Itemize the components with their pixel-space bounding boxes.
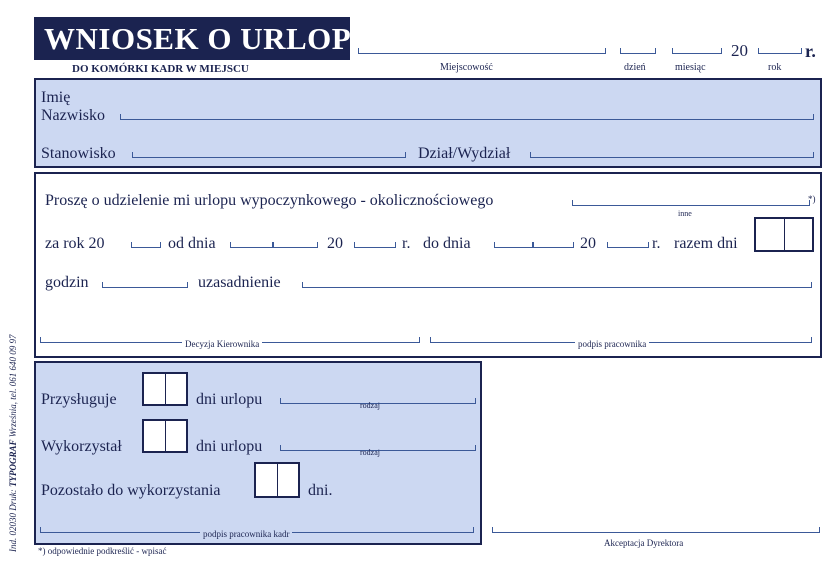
total-days-box[interactable] [754, 217, 814, 252]
form-title: WNIOSEK O URLOP [44, 21, 352, 56]
total-label: razem dni [674, 235, 738, 252]
year-caption: rok [768, 62, 782, 73]
request-text: Proszę o udzielenie mi urlopu wypoczynkowego - okolicznościowego [45, 192, 494, 209]
leave-type-field[interactable] [572, 200, 810, 206]
used-days-label: dni urlopu [196, 438, 263, 455]
justification-label: uzasadnienie [198, 274, 281, 291]
employee-signature-caption: podpis pracownika [575, 339, 649, 349]
to-year-field[interactable] [607, 242, 649, 248]
form-subtitle: DO KOMÓRKI KADR W MIEJSCU [72, 63, 249, 75]
month-field[interactable] [672, 48, 722, 54]
manager-decision-caption: Decyzja Kierownika [182, 339, 262, 349]
director-acceptance-line[interactable] [492, 527, 820, 533]
day-caption: dzień [624, 62, 646, 73]
hours-field[interactable] [102, 282, 188, 288]
entitled-label: Przysługuje [41, 391, 117, 408]
to-day-field[interactable] [494, 242, 534, 248]
entitled-days-label: dni urlopu [196, 391, 263, 408]
r-b: r. [652, 235, 661, 252]
justification-field[interactable] [302, 282, 812, 288]
r-a: r. [402, 235, 411, 252]
year-20-b: 20 [580, 235, 596, 252]
from-day-field[interactable] [230, 242, 274, 248]
department-field[interactable] [530, 152, 814, 158]
used-type-caption: rodzaj [360, 448, 380, 457]
used-label: Wykorzystał [41, 438, 122, 455]
surname-field[interactable] [120, 114, 814, 120]
year-suffix: r. [805, 41, 816, 61]
director-acceptance-caption: Akceptacja Dyrektora [604, 538, 684, 548]
year-field[interactable] [758, 48, 802, 54]
year-20-a: 20 [327, 235, 343, 252]
hr-signature-caption: podpis pracownika kadr [200, 529, 292, 539]
remaining-days-suffix: dni. [308, 482, 333, 499]
place-field[interactable] [358, 48, 606, 54]
for-year-label: za rok 20 [45, 235, 105, 252]
used-days-box[interactable] [142, 419, 188, 453]
hours-label: godzin [45, 274, 89, 291]
entitled-type-caption: rodzaj [360, 401, 380, 410]
printer-imprint: Ind. 02030 Druk: TYPOGRAF Września, tel. 061 640 09 97 [8, 334, 18, 552]
remaining-label: Pozostało do wykorzystania [41, 482, 221, 499]
place-caption: Miejscowość [440, 62, 493, 73]
to-label: do dnia [423, 235, 471, 252]
from-month-field[interactable] [272, 242, 318, 248]
footnote-mark: *) [808, 194, 816, 204]
position-field[interactable] [132, 152, 406, 158]
from-year-field[interactable] [354, 242, 396, 248]
remaining-days-box[interactable] [254, 462, 300, 498]
entitled-days-box[interactable] [142, 372, 188, 406]
department-label: Dział/Wydział [418, 145, 511, 162]
position-label: Stanowisko [41, 145, 116, 162]
surname-label: Nazwisko [41, 107, 105, 124]
day-field[interactable] [620, 48, 656, 54]
other-caption: inne [678, 209, 692, 218]
year-prefix: 20 [731, 41, 748, 60]
name-label: Imię [41, 89, 71, 106]
from-label: od dnia [168, 235, 216, 252]
to-month-field[interactable] [532, 242, 574, 248]
month-caption: miesiąc [675, 62, 706, 73]
footnote-note: *) odpowiednie podkreślić - wpisać [38, 546, 167, 556]
for-year-field[interactable] [131, 242, 161, 248]
